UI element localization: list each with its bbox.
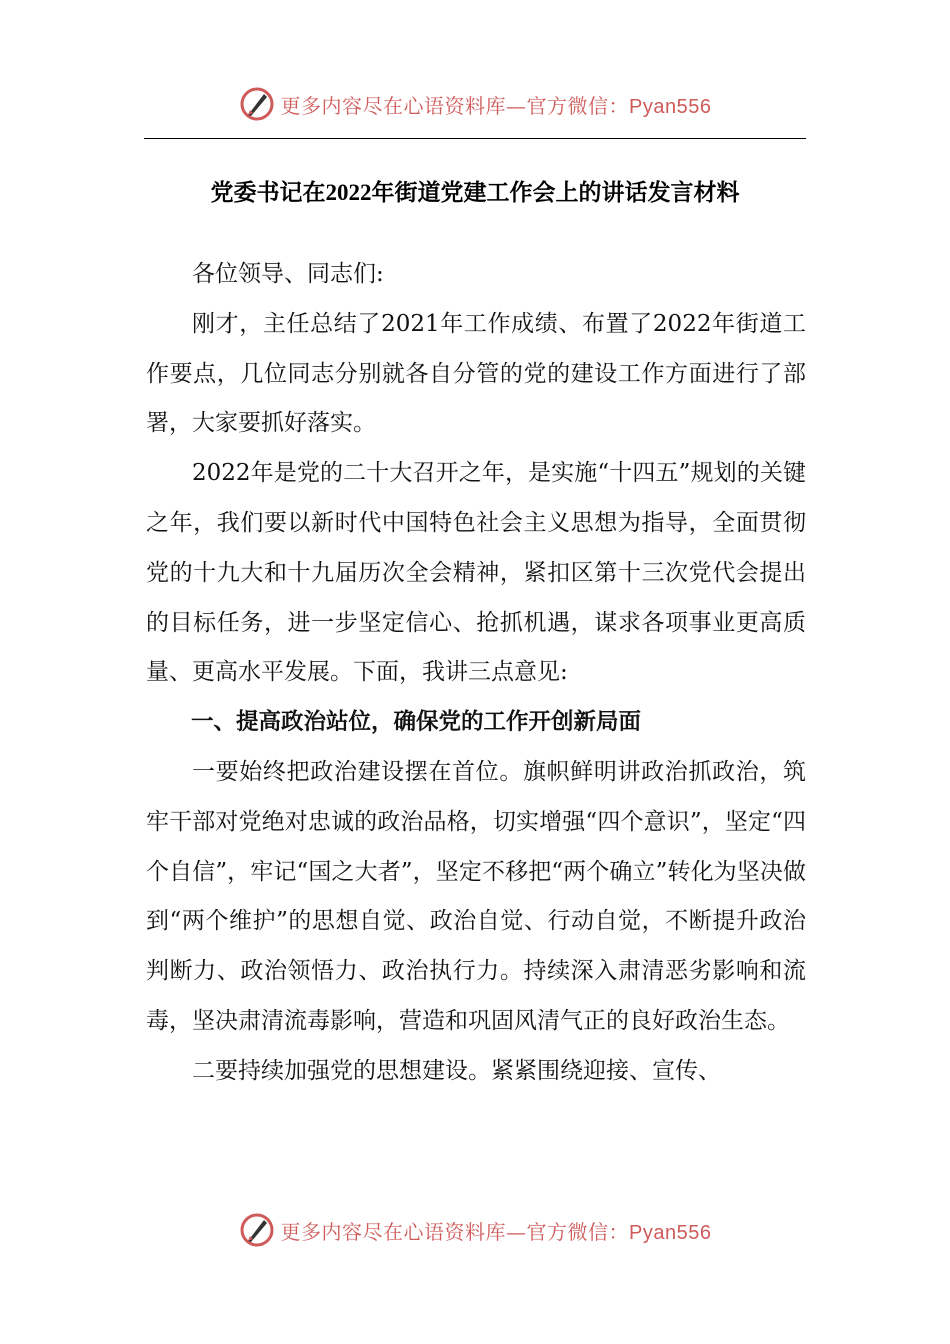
document-body bbox=[146, 250, 806, 1097]
paragraph: 2022年是党的二十大召开之年，是实施“十四五”规划的关键之年，我们要以新时代中国特色社会主义思想为指导，全面贯彻党的十九大和十九届历次全会精神，紧扣区第十三次党代会提出的目标任务，进一步坚定信心、抢抓机遇，谋求各项事业更高质量、更高水平发展。下面，我讲三点意见: bbox=[146, 460, 806, 686]
paragraph: 二要持续加强党的思想建设。紧紧围绕迎接、宣传、 bbox=[192, 1057, 721, 1084]
watermark-banner-top bbox=[0, 84, 950, 124]
watermark-banner-bottom bbox=[0, 1210, 950, 1250]
paragraph: 一要始终把政治建设摆在首位。旗帜鲜明讲政治抓政治，筑牢干部对党绝对忠诚的政治品格，切实增强“四个意识”，坚定“四个自信”，牢记“国之大者”，坚定不移把“两个确立”转化为坚决做到“两个维护”的思想自觉、政治自觉、行动自觉，不断提升政治判断力、政治领悟力、政治执行力。持续深入肃清恶劣影响和流毒，坚决肃清流毒影响，营造和巩固风清气正的良好政治生态。 bbox=[146, 758, 806, 1034]
watermark-text: 更多内容尽在心语资料库—官方微信： bbox=[280, 93, 630, 118]
paragraph: 刚才，主任总结了2021年工作成绩、布置了2022年街道工作要点，几位同志分别就各自分管的党的建设工作方面进行了部署，大家要抓好落实。 bbox=[146, 310, 806, 437]
watermark-text: 更多内容尽在心语资料库—官方微信： bbox=[280, 1219, 630, 1244]
section-heading: 一、提高政治站位，确保党的工作开创新局面 bbox=[191, 709, 642, 736]
watermark-wechat-id: Pyan556 bbox=[629, 95, 712, 118]
watermark-wechat-id: Pyan556 bbox=[629, 1221, 712, 1244]
document-title: 党委书记在2022年街道党建工作会上的讲话发言材料 bbox=[210, 180, 740, 205]
header-divider bbox=[144, 138, 806, 139]
salutation: 各位领导、同志们: bbox=[192, 261, 384, 287]
quill-pen-circle-icon bbox=[239, 1212, 275, 1248]
quill-pen-circle-icon bbox=[239, 86, 275, 122]
